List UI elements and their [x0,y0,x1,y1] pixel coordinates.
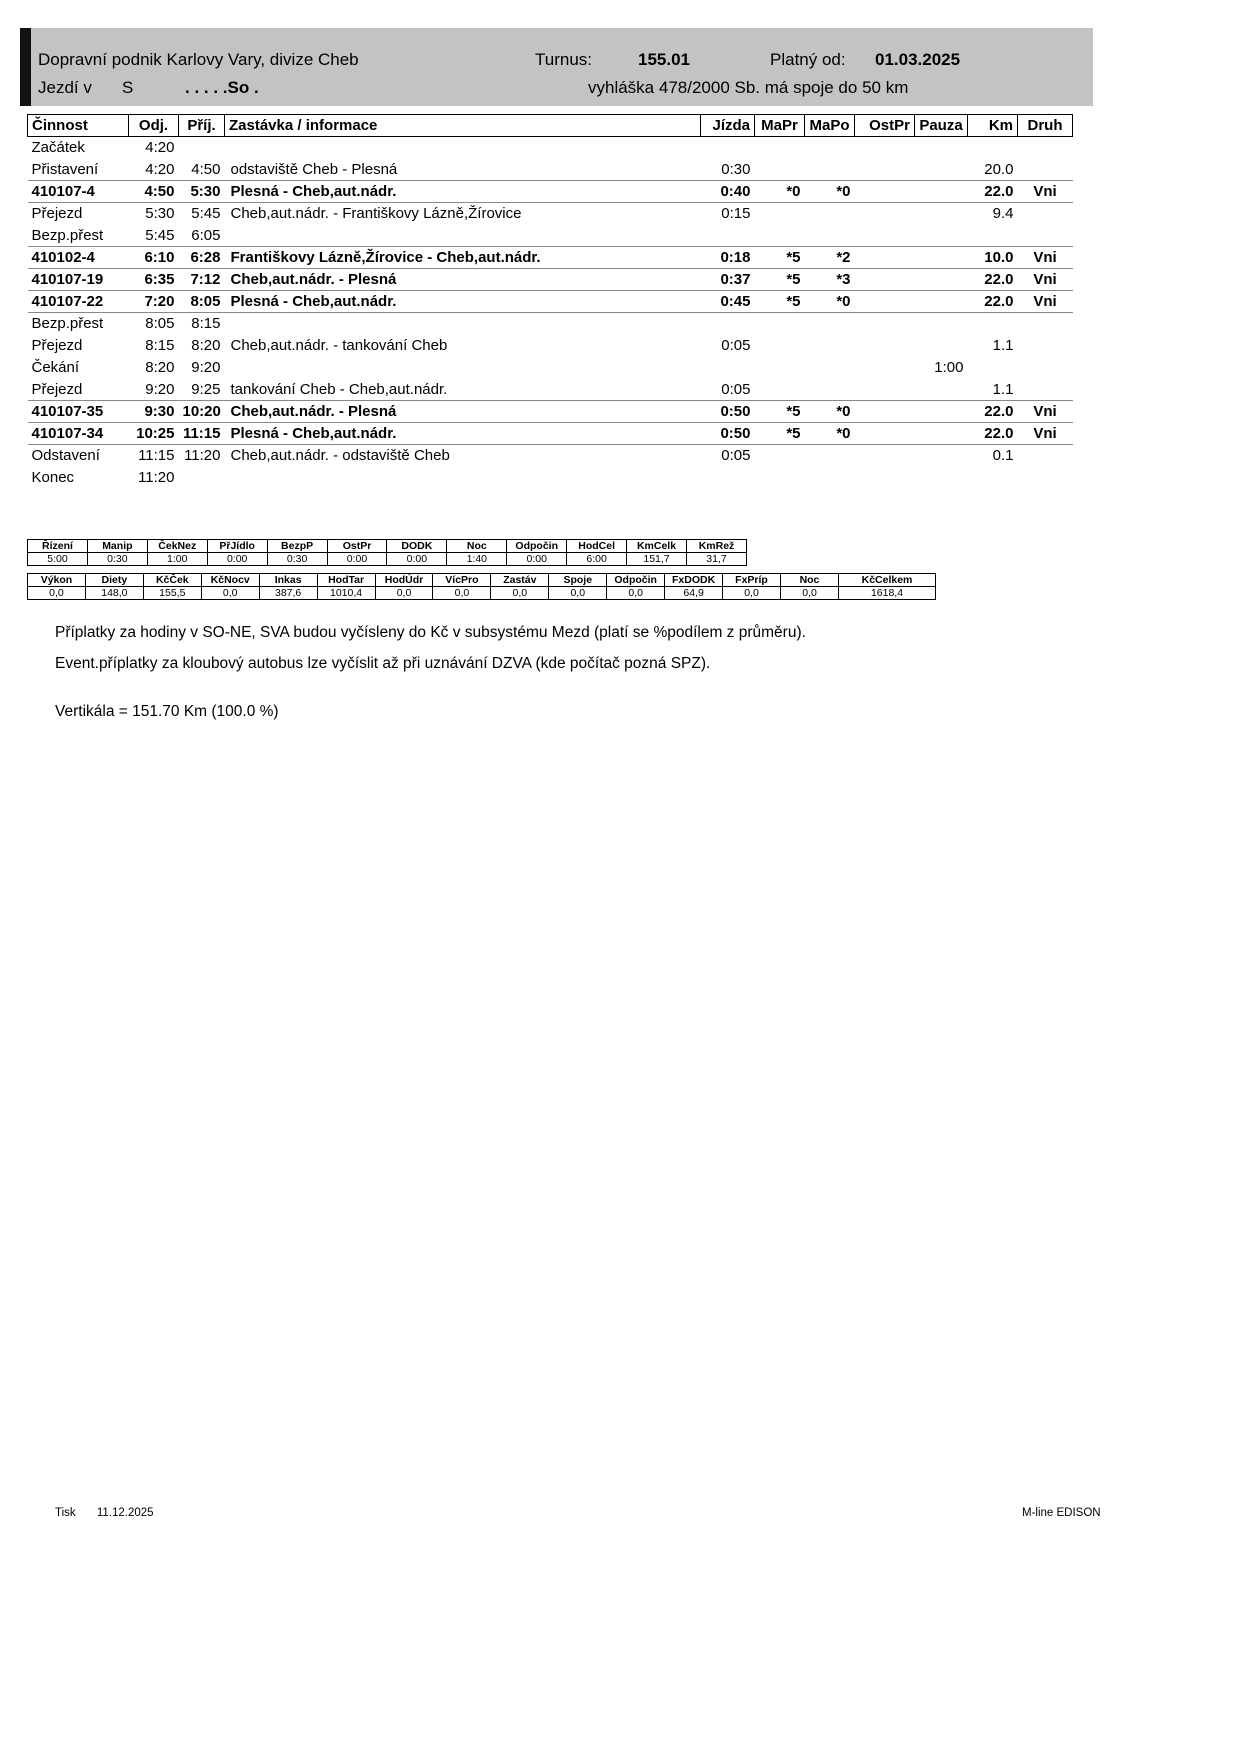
cell-pauza [915,467,968,489]
summary1-value-2: 1:00 [147,553,207,566]
footer-app-name: M-line EDISON [1022,1507,1101,1519]
cell-cinnost: Přejezd [31,205,83,223]
cell-cinnost: Bezp.přest [31,315,104,333]
cell-ostpr [855,467,915,489]
schedule-col-header-2: Příj. [179,115,225,137]
summary1-value-5: 0:00 [327,553,387,566]
cell-jizda: 0:05 [721,380,751,398]
cell-cinnost: 410107-22 [28,291,129,313]
summary2-col-header-10: Odpočin [607,574,665,587]
table-row [28,335,1073,357]
header-row-1 [20,50,1093,72]
cell-mapr [755,313,805,335]
summary2-value-12: 0,0 [723,587,781,600]
cell-km: 22.0 [968,401,1018,423]
cell-prij: 9:20 [191,359,221,376]
summary2-value-13: 0,0 [780,587,838,600]
cell-zastavka: Františkovy Lázně,Žírovice - Cheb,aut.nádr. [225,247,701,269]
cell-km [968,137,1018,159]
table-row [28,181,1073,203]
cell-odj: 11:15 [138,447,175,465]
cell-odj: 11:20 [138,469,175,486]
hours-summary-table [27,539,747,566]
summary2-value-4: 387,6 [259,587,317,600]
summary2-value-7: 0,0 [433,587,491,600]
table-row [28,357,1073,379]
cell-druh [1018,137,1073,159]
cell-zastavka: Cheb,aut.nádr. - odstaviště Cheb [230,447,450,465]
summary2-col-header-5: HodTar [317,574,375,587]
cell-odj: 6:35 [129,269,179,291]
summary1-value-9: 6:00 [567,553,627,566]
cell-druh [1018,313,1073,335]
cell-prij: 9:25 [191,380,221,398]
cell-mapr [755,159,805,181]
summary2-col-header-0: Výkon [28,574,86,587]
table-row [28,269,1073,291]
cell-mapo [805,335,855,357]
cell-zastavka [225,313,701,335]
cell-druh [1018,467,1073,489]
cell-odj: 4:50 [129,181,179,203]
cell-cinnost: Bezp.přest [31,226,104,244]
cell-jizda [701,357,755,379]
cell-km: 9.4 [992,205,1014,223]
cell-jizda [701,313,755,335]
cell-mapr [755,335,805,357]
regulation-note: vyhláška 478/2000 Sb. má spoje do 50 km [588,78,909,97]
cell-odj: 4:20 [145,160,175,178]
cell-ostpr [855,313,915,335]
vertikala-line: Vertikála = 151.70 Km (100.0 %) [55,703,279,720]
cell-odj: 7:20 [129,291,179,313]
cell-km [968,357,1018,379]
cell-druh [1018,203,1073,225]
cell-ostpr [855,181,915,203]
print-label: Tisk [55,1507,76,1519]
cell-zastavka [225,467,701,489]
cell-ostpr [855,445,915,467]
cell-km: 22.0 [968,423,1018,445]
cell-ostpr [855,225,915,247]
cell-mapr [755,137,805,159]
cell-prij [179,137,225,159]
hours-summary-header-row [28,540,747,553]
operates-on-label: Jezdí v [38,78,92,97]
cell-pauza [915,247,968,269]
cell-cinnost: Začátek [31,139,85,157]
cell-ostpr [855,159,915,181]
note-line-2: Event.příplatky za kloubový autobus lze vyčíslit až při uznávání DZVA (kde počítač pozná SPZ). [55,655,711,672]
cell-zastavka: Plesná - Cheb,aut.nádr. [225,291,701,313]
schedule-col-header-8: Pauza [915,115,968,137]
summary1-value-4: 0:30 [267,553,327,566]
hours-summary-body [28,553,747,566]
table-row [28,423,1073,445]
cell-zastavka: Cheb,aut.nádr. - tankování Cheb [230,337,448,354]
cell-druh [1018,379,1073,401]
cell-ostpr [855,247,915,269]
cell-ostpr [855,423,915,445]
cell-mapr: *5 [755,247,805,269]
cell-cinnost: Přejezd [31,380,83,398]
summary1-value-8: 0:00 [507,553,567,566]
cell-mapo: *0 [805,401,855,423]
cell-pauza [915,423,968,445]
cell-odj: 9:20 [145,380,175,398]
summary1-col-header-0: Řízení [28,540,88,553]
cell-prij: 10:20 [179,401,225,423]
summary2-value-11: 64,9 [665,587,723,600]
cell-jizda [701,137,755,159]
summary1-col-header-3: PřJídlo [207,540,267,553]
pay-summary-table [27,573,936,600]
summary2-value-5: 1010,4 [317,587,375,600]
cell-jizda: 0:50 [701,401,755,423]
summary1-value-7: 1:40 [447,553,507,566]
table-row [28,379,1073,401]
cell-zastavka: Cheb,aut.nádr. - Plesná [225,269,701,291]
summary1-value-3: 0:00 [207,553,267,566]
pay-summary-body [28,587,936,600]
summary1-col-header-9: HodCel [567,540,627,553]
schedule-header-row [28,115,1073,137]
cell-odj: 4:20 [145,139,175,157]
summary1-col-header-7: Noc [447,540,507,553]
cell-mapr [755,379,805,401]
cell-cinnost: 410107-19 [28,269,129,291]
schedule-col-header-1: Odj. [129,115,179,137]
schedule-col-header-5: MaPr [755,115,805,137]
cell-prij: 5:45 [191,205,221,223]
cell-jizda [701,467,755,489]
summary1-value-11: 31,7 [686,553,746,566]
cell-pauza [915,269,968,291]
cell-jizda [701,225,755,247]
schedule-col-header-0: Činnost [28,115,129,137]
cell-jizda: 0:18 [701,247,755,269]
summary2-value-0: 0,0 [28,587,86,600]
cell-mapo [805,467,855,489]
summary1-col-header-6: DODK [387,540,447,553]
cell-cinnost: Čekání [31,359,80,376]
operates-on-code: S [122,78,134,97]
cell-ostpr [855,335,915,357]
cell-km: 22.0 [968,181,1018,203]
cell-druh [1018,225,1073,247]
cell-ostpr [855,357,915,379]
summary2-col-header-2: KčČek [143,574,201,587]
valid-from-label: Platný od: [770,50,846,69]
cell-mapo [805,225,855,247]
table-row [28,203,1073,225]
cell-pauza [915,181,968,203]
cell-odj: 8:05 [145,315,175,333]
cell-mapr: *0 [755,181,805,203]
cell-mapo [805,357,855,379]
cell-druh [1018,445,1073,467]
pay-summary-header-row [28,574,936,587]
cell-zastavka: tankování Cheb - Cheb,aut.nádr. [230,380,448,398]
cell-mapo [805,445,855,467]
cell-cinnost: Přejezd [31,337,83,354]
summary2-col-header-8: Zastáv [491,574,549,587]
cell-zastavka: Cheb,aut.nádr. - Františkovy Lázně,Žírovice [230,205,522,223]
summary2-col-header-13: Noc [780,574,838,587]
cell-mapr: *5 [755,401,805,423]
cell-mapo: *0 [805,181,855,203]
schedule-col-header-3: Zastávka / informace [225,115,701,137]
turnus-label: Turnus: [535,50,593,69]
table-row [28,225,1073,247]
cell-prij: 5:30 [179,181,225,203]
cell-km: 1.1 [992,380,1014,398]
cell-odj: 9:30 [129,401,179,423]
summary2-col-header-4: Inkas [259,574,317,587]
cell-mapr: *5 [755,269,805,291]
cell-druh: Vni [1018,247,1073,269]
cell-mapr [755,467,805,489]
cell-cinnost: 410107-4 [28,181,129,203]
valid-from-date: 01.03.2025 [875,50,961,69]
cell-pauza: 1:00 [934,359,964,376]
cell-jizda: 0:45 [701,291,755,313]
cell-odj: 5:45 [145,226,175,244]
summary1-col-header-10: KmCelk [627,540,687,553]
company-name: Dopravní podnik Karlovy Vary, divize Cheb [38,50,359,69]
cell-pauza [915,137,968,159]
cell-km: 1.1 [992,337,1014,354]
operates-on-days: . . . . .So . [185,78,259,97]
cell-jizda: 0:15 [721,205,751,223]
cell-odj: 8:15 [145,337,175,354]
cell-druh: Vni [1018,401,1073,423]
cell-cinnost: Přistavení [31,160,99,178]
cell-pauza [915,225,968,247]
cell-km [968,467,1018,489]
cell-jizda: 0:05 [721,337,751,354]
cell-cinnost: Odstavení [31,447,100,465]
summary2-col-header-6: HodÚdr [375,574,433,587]
cell-zastavka: Plesná - Cheb,aut.nádr. [225,423,701,445]
summary1-col-header-11: KmRež [686,540,746,553]
cell-odj: 6:10 [129,247,179,269]
summary1-col-header-5: OstPr [327,540,387,553]
cell-jizda: 0:30 [721,160,751,178]
cell-prij: 11:20 [184,447,221,465]
summary1-value-1: 0:30 [87,553,147,566]
cell-km: 22.0 [968,291,1018,313]
summary2-value-1: 148,0 [85,587,143,600]
schedule-body [28,137,1073,489]
cell-mapo: *0 [805,423,855,445]
cell-prij: 8:15 [191,315,221,333]
cell-jizda: 0:50 [701,423,755,445]
summary2-values-row [28,587,936,600]
schedule-col-header-6: MaPo [805,115,855,137]
cell-cinnost: 410107-35 [28,401,129,423]
cell-cinnost: 410102-4 [28,247,129,269]
cell-ostpr [855,137,915,159]
summary2-value-6: 0,0 [375,587,433,600]
cell-prij: 8:20 [191,337,221,354]
cell-cinnost: 410107-34 [28,423,129,445]
cell-km: 20.0 [984,160,1014,178]
cell-jizda: 0:05 [721,447,751,465]
cell-zastavka: Cheb,aut.nádr. - Plesná [225,401,701,423]
cell-druh: Vni [1018,269,1073,291]
summary2-value-9: 0,0 [549,587,607,600]
summary2-value-8: 0,0 [491,587,549,600]
cell-pauza [915,313,968,335]
cell-mapo: *3 [805,269,855,291]
summary2-value-2: 155,5 [143,587,201,600]
cell-ostpr [855,401,915,423]
table-row [28,159,1073,181]
summary1-col-header-8: Odpočin [507,540,567,553]
cell-mapo [805,159,855,181]
cell-jizda: 0:37 [701,269,755,291]
print-date: 11.12.2025 [96,1507,154,1519]
cell-km [968,225,1018,247]
cell-mapo [805,379,855,401]
cell-km [968,313,1018,335]
cell-druh [1018,159,1073,181]
cell-prij: 8:05 [179,291,225,313]
cell-pauza [915,291,968,313]
cell-cinnost: Konec [31,469,75,486]
cell-mapo [805,313,855,335]
summary2-col-header-1: Diety [85,574,143,587]
cell-mapr [755,203,805,225]
cell-druh [1018,335,1073,357]
cell-odj: 10:25 [129,423,179,445]
schedule-col-header-4: Jízda [701,115,755,137]
cell-mapo: *2 [805,247,855,269]
cell-odj: 5:30 [145,205,175,223]
summary2-value-10: 0,0 [607,587,665,600]
summary2-value-14: 1618,4 [839,587,936,600]
table-row [28,247,1073,269]
cell-km: 10.0 [968,247,1018,269]
cell-zastavka [225,357,701,379]
table-row [28,445,1073,467]
cell-prij: 7:12 [179,269,225,291]
cell-prij: 6:05 [191,226,221,244]
cell-mapr: *5 [755,291,805,313]
cell-prij: 6:28 [179,247,225,269]
cell-zastavka: Plesná - Cheb,aut.nádr. [225,181,701,203]
footer-print-info [55,1507,154,1519]
cell-pauza [915,379,968,401]
cell-pauza [915,159,968,181]
cell-ostpr [855,379,915,401]
schedule-table [27,114,1073,489]
summary2-value-3: 0,0 [201,587,259,600]
summary1-value-6: 0:00 [387,553,447,566]
cell-jizda: 0:40 [701,181,755,203]
summary1-value-10: 151,7 [627,553,687,566]
summary2-col-header-9: Spoje [549,574,607,587]
cell-ostpr [855,203,915,225]
turnus-value: 155.01 [638,50,690,69]
cell-mapr [755,357,805,379]
cell-druh: Vni [1018,291,1073,313]
cell-mapo [805,203,855,225]
summary2-col-header-14: KčCelkem [839,574,936,587]
table-row [28,137,1073,159]
cell-zastavka [225,137,701,159]
cell-km: 22.0 [968,269,1018,291]
cell-mapr [755,445,805,467]
cell-mapo [805,137,855,159]
cell-druh [1018,357,1073,379]
notes-block [55,624,806,686]
schedule-col-header-9: Km [968,115,1018,137]
summary2-col-header-11: FxDODK [665,574,723,587]
summary1-col-header-2: ČekNez [147,540,207,553]
cell-pauza [915,203,968,225]
cell-pauza [915,401,968,423]
cell-pauza [915,445,968,467]
table-row [28,313,1073,335]
cell-km: 0.1 [992,447,1014,465]
cell-odj: 8:20 [145,359,175,376]
schedule-col-header-10: Druh [1018,115,1073,137]
summary2-col-header-7: VícPro [433,574,491,587]
summary2-col-header-12: FxPríp [723,574,781,587]
cell-ostpr [855,291,915,313]
cell-prij: 4:50 [191,160,221,178]
cell-prij: 11:15 [179,423,225,445]
cell-druh: Vni [1018,423,1073,445]
note-line-1: Příplatky za hodiny v SO-NE, SVA budou vyčísleny do Kč v subsystému Mezd (platí se %podílem z průměru). [55,624,806,641]
summary1-values-row [28,553,747,566]
cell-zastavka: odstaviště Cheb - Plesná [230,160,398,178]
cell-ostpr [855,269,915,291]
cell-druh: Vni [1018,181,1073,203]
schedule-col-header-7: OstPr [855,115,915,137]
header-row-2 [20,78,1093,100]
summary1-value-0: 5:00 [28,553,88,566]
table-row [28,291,1073,313]
cell-pauza [915,335,968,357]
table-row [28,401,1073,423]
summary1-col-header-1: Manip [87,540,147,553]
header-band [20,28,1093,106]
summary1-col-header-4: BezpP [267,540,327,553]
cell-zastavka [225,225,701,247]
cell-prij [179,467,225,489]
table-row [28,467,1073,489]
summary2-col-header-3: KčNocv [201,574,259,587]
cell-mapr [755,225,805,247]
cell-mapo: *0 [805,291,855,313]
cell-mapr: *5 [755,423,805,445]
